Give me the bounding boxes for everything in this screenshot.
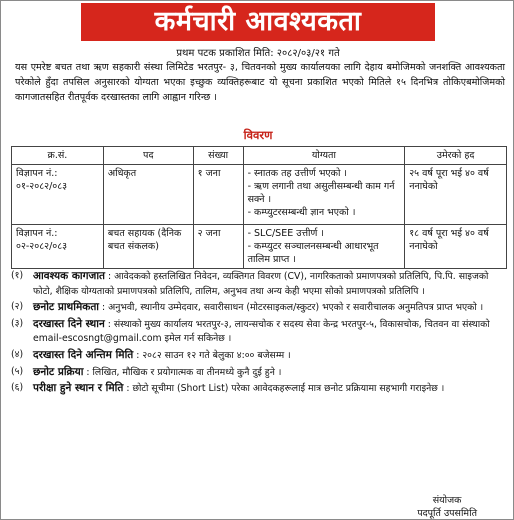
qualification-item: - कम्प्युटरसम्बन्धी ज्ञान भएको ।	[247, 207, 356, 218]
note-number: (५)	[11, 365, 24, 377]
note-heading: छनोट प्राथमिकता	[33, 301, 100, 314]
list-item	[11, 381, 507, 397]
publication-date: प्रथम पटक प्रकाशित मिति: २०८२/०३/२१ गते	[176, 48, 340, 59]
vacancy-table	[11, 146, 507, 269]
col-header-count: संख्या	[193, 147, 243, 165]
note-number: (२)	[11, 301, 24, 313]
cell-count: २ जना	[193, 225, 243, 269]
qualification-item: - कम्प्युटर सञ्चालनसम्बन्धी आधारभूत तालिम प्राप्त ।	[247, 241, 379, 265]
col-header-post: पद	[103, 147, 193, 165]
details-heading: विवरण	[243, 128, 273, 142]
cell-post: अधिकृत	[103, 165, 193, 225]
cell-ad-number: विज्ञापन नं.: ०२-२०८२/०८३	[12, 225, 104, 269]
list-item	[11, 300, 507, 316]
note-heading: दरखास्त दिने अन्तिम मिति	[33, 348, 134, 361]
cell-ad-number: विज्ञापन नं.: ०१-२०८२/०८३	[12, 165, 104, 225]
note-number: (३)	[11, 317, 24, 329]
note-number: (१)	[11, 270, 24, 281]
cell-count: १ जना	[193, 165, 243, 225]
col-header-sn: क्र.सं.	[12, 147, 104, 165]
note-text: : आवेदकको हस्तलिखित निवेदन, व्यक्तिगत विवरण (CV), नागरिकताको प्रमाणपत्रको प्रतिलिपि, पि.पि. साइजको फोटो, शैक्षिक योग्यताको प्रमाणपत्रको प्रतिलिपि, तालिम, अनुभव तथा अन्य केही भएमा सोको प्रमाणपत्रको प्रतिलिपि ।	[33, 271, 489, 297]
note-text: : लिखित, मौखिक र प्रयोगात्मक वा तीनमध्ये कुनै दुई हुने ।	[86, 366, 282, 378]
table-row	[12, 165, 507, 225]
note-text: : संस्थाको मुख्य कार्यालय भरतपुर-३, लायन्सचोक र सदस्य सेवा केन्द्र भरतपुर-५, विकासचोक, चितवन वा संस्थाको email-escosngt@gmail.com इमेल गर्न सकिनेछ ।	[33, 318, 490, 345]
list-item	[11, 365, 507, 381]
qualification-item: - SLC/SEE उत्तीर्ण ।	[247, 228, 324, 239]
cell-post: बचत सहायक (दैनिक बचत संकलक)	[103, 225, 193, 269]
note-number: (४)	[11, 348, 24, 360]
note-text: : छोटो सूचीमा (Short List) परेका आवेदकहरूलाई मात्र छनोट प्रक्रियामा सहभागी गराइनेछ ।	[126, 383, 445, 395]
col-header-age-limit: उमेरको हद	[405, 147, 507, 165]
note-text: : अनुभवी, स्थानीय उम्मेदवार, सवारीसाधन (मोटरसाइकल/स्कुटर) भएको र सवारीचालक अनुमतिपत्र प्राप्त भएको ।	[102, 302, 484, 314]
signature-block	[417, 494, 477, 520]
table-header-row	[12, 147, 507, 165]
cell-qualification	[243, 165, 405, 225]
notice-title-banner: कर्मचारी आवश्यकता	[81, 3, 435, 41]
qualification-item: - ऋण लगानी तथा असुलीसम्बन्धी काम गर्न सक्ने ।	[247, 181, 395, 205]
table-row	[12, 225, 507, 269]
cell-age-limit: २५ वर्ष पूरा भई ४० वर्ष ननाघेको	[405, 165, 507, 225]
note-heading: आवश्यक कागजात	[33, 270, 106, 282]
cell-qualification	[243, 225, 405, 269]
list-item	[11, 269, 507, 299]
qualification-item: - स्नातक तह उत्तीर्ण भएको ।	[247, 168, 348, 179]
notes-list	[11, 269, 507, 398]
signatory-role: संयोजक	[432, 495, 462, 506]
note-heading: दरखास्त दिने स्थान	[33, 317, 105, 330]
note-number: (६)	[11, 382, 24, 394]
note-text: : २०८२ साउन १२ गते बेलुका ४:०० बजेसम्म ।	[136, 349, 291, 361]
signatory-committee: पदपूर्ति उपसमिति	[417, 508, 477, 519]
intro-paragraph: यस एमरेष्ट बचत तथा ऋण सहकारी संस्था लिमिटेड भरतपुर- ३, चितवनको मुख्य कार्यालयका लागि देहाय बमोजिमको जनशक्ति आवश्यकता परेकोले हुँदा तपसिल अनुसारको योग्यता भएका इच्छुक व्यक्तिहरूबाट यो सूचना प्रकाशित भएको मितिले १५ दिनभित्र तोकिएबमोजिमको कागजातसहित रीतपूर्वक दरखास्तका लागि आह्वान गरिन्छ ।	[15, 62, 505, 103]
note-heading: छनोट प्रक्रिया	[33, 365, 84, 378]
list-item	[11, 348, 507, 364]
list-item	[11, 317, 507, 347]
cell-age-limit: १८ वर्ष पूरा भई ४० वर्ष ननाघेको	[405, 225, 507, 269]
note-heading: परीक्षा हुने स्थान र मिति	[33, 382, 124, 395]
col-header-qualification: योग्यता	[243, 147, 405, 165]
